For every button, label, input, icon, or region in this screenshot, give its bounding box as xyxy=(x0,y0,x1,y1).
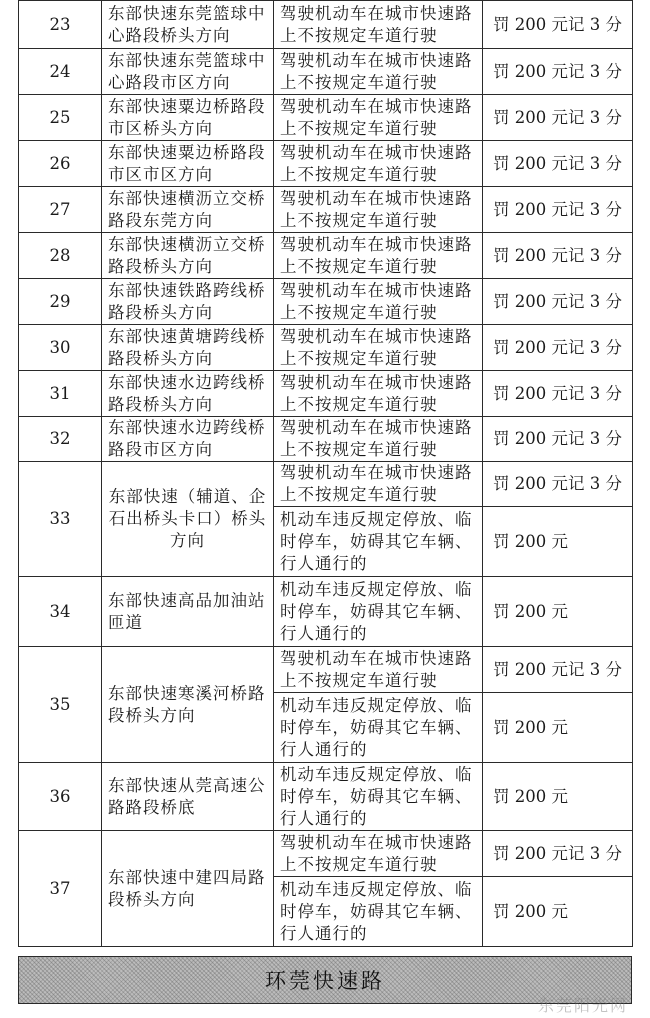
table-row xyxy=(19,647,633,693)
violation-table xyxy=(18,0,633,947)
violation-cell: 驾驶机动车在城市快速路上不按规定车道行驶 xyxy=(274,325,483,371)
row-number: 37 xyxy=(19,831,102,947)
violation-cell: 驾驶机动车在城市快速路上不按规定车道行驶 xyxy=(274,831,483,877)
row-number: 29 xyxy=(19,279,102,325)
watermark: 东莞阳光网 xyxy=(537,996,628,1015)
row-number: 26 xyxy=(19,141,102,187)
violation-cell: 驾驶机动车在城市快速路上不按规定车道行驶 xyxy=(274,1,483,49)
row-number: 32 xyxy=(19,417,102,462)
table-body xyxy=(19,1,633,947)
table-row xyxy=(19,371,633,417)
table-row xyxy=(19,831,633,877)
penalty-cell: 罚 200 元记 3 分 xyxy=(483,187,633,233)
penalty-cell: 罚 200 元记 3 分 xyxy=(483,647,633,693)
table-row xyxy=(19,462,633,507)
location-cell: 东部快速高品加油站匝道 xyxy=(102,577,274,647)
row-number: 27 xyxy=(19,187,102,233)
penalty-cell: 罚 200 元 xyxy=(483,763,633,831)
row-number: 35 xyxy=(19,647,102,763)
row-number: 31 xyxy=(19,371,102,417)
violation-cell: 机动车违反规定停放、临时停车，妨碍其它车辆、行人通行的 xyxy=(274,577,483,647)
row-number: 24 xyxy=(19,49,102,95)
violation-cell: 驾驶机动车在城市快速路上不按规定车道行驶 xyxy=(274,462,483,507)
row-number: 33 xyxy=(19,462,102,577)
penalty-cell: 罚 200 元记 3 分 xyxy=(483,49,633,95)
penalty-cell: 罚 200 元 xyxy=(483,507,633,577)
row-number: 30 xyxy=(19,325,102,371)
table-row xyxy=(19,325,633,371)
table-row xyxy=(19,279,633,325)
location-cell: 东部快速中建四局路段桥头方向 xyxy=(102,831,274,947)
location-cell: 东部快速东莞篮球中心路段市区方向 xyxy=(102,49,274,95)
row-number: 34 xyxy=(19,577,102,647)
row-number: 28 xyxy=(19,233,102,279)
penalty-cell: 罚 200 元 xyxy=(483,877,633,947)
location-cell: 东部快速黄塘跨线桥路段桥头方向 xyxy=(102,325,274,371)
location-cell: 东部快速东莞篮球中心路段桥头方向 xyxy=(102,1,274,49)
violation-cell: 驾驶机动车在城市快速路上不按规定车道行驶 xyxy=(274,95,483,141)
penalty-cell: 罚 200 元 xyxy=(483,693,633,763)
penalty-cell: 罚 200 元记 3 分 xyxy=(483,95,633,141)
location-cell: 东部快速寒溪河桥路段桥头方向 xyxy=(102,647,274,763)
penalty-cell: 罚 200 元记 3 分 xyxy=(483,371,633,417)
penalty-cell: 罚 200 元记 3 分 xyxy=(483,279,633,325)
penalty-cell: 罚 200 元记 3 分 xyxy=(483,1,633,49)
location-cell: 东部快速横沥立交桥路段桥头方向 xyxy=(102,233,274,279)
table-row xyxy=(19,417,633,462)
location-cell: 东部快速水边跨线桥路段桥头方向 xyxy=(102,371,274,417)
violation-cell: 机动车违反规定停放、临时停车，妨碍其它车辆、行人通行的 xyxy=(274,693,483,763)
penalty-cell: 罚 200 元 xyxy=(483,577,633,647)
violation-cell: 机动车违反规定停放、临时停车，妨碍其它车辆、行人通行的 xyxy=(274,507,483,577)
location-cell: 东部快速从莞高速公路路段桥底 xyxy=(102,763,274,831)
violation-cell: 驾驶机动车在城市快速路上不按规定车道行驶 xyxy=(274,187,483,233)
table-row xyxy=(19,763,633,831)
table-row xyxy=(19,233,633,279)
table-row xyxy=(19,141,633,187)
location-cell: 东部快速（辅道、企石出桥头卡口）桥头方向 xyxy=(102,462,274,577)
penalty-cell: 罚 200 元记 3 分 xyxy=(483,417,633,462)
violation-cell: 驾驶机动车在城市快速路上不按规定车道行驶 xyxy=(274,49,483,95)
location-cell: 东部快速横沥立交桥路段东莞方向 xyxy=(102,187,274,233)
table-row xyxy=(19,577,633,647)
row-number: 23 xyxy=(19,1,102,49)
location-cell: 东部快速水边跨线桥路段市区方向 xyxy=(102,417,274,462)
violation-cell: 机动车违反规定停放、临时停车，妨碍其它车辆、行人通行的 xyxy=(274,763,483,831)
violation-cell: 机动车违反规定停放、临时停车，妨碍其它车辆、行人通行的 xyxy=(274,877,483,947)
section-title: 环莞快速路 xyxy=(265,969,385,993)
violation-cell: 驾驶机动车在城市快速路上不按规定车道行驶 xyxy=(274,279,483,325)
row-number: 36 xyxy=(19,763,102,831)
penalty-cell: 罚 200 元记 3 分 xyxy=(483,462,633,507)
penalty-cell: 罚 200 元记 3 分 xyxy=(483,831,633,877)
location-cell: 东部快速铁路跨线桥路段桥头方向 xyxy=(102,279,274,325)
table-row xyxy=(19,49,633,95)
violation-cell: 驾驶机动车在城市快速路上不按规定车道行驶 xyxy=(274,371,483,417)
violation-cell: 驾驶机动车在城市快速路上不按规定车道行驶 xyxy=(274,417,483,462)
violation-cell: 驾驶机动车在城市快速路上不按规定车道行驶 xyxy=(274,233,483,279)
location-cell: 东部快速粟边桥路段市区桥头方向 xyxy=(102,95,274,141)
table-row xyxy=(19,95,633,141)
location-cell: 东部快速粟边桥路段市区市区方向 xyxy=(102,141,274,187)
table-row xyxy=(19,1,633,49)
violation-cell: 驾驶机动车在城市快速路上不按规定车道行驶 xyxy=(274,141,483,187)
table-row xyxy=(19,187,633,233)
penalty-cell: 罚 200 元记 3 分 xyxy=(483,233,633,279)
violation-cell: 驾驶机动车在城市快速路上不按规定车道行驶 xyxy=(274,647,483,693)
penalty-cell: 罚 200 元记 3 分 xyxy=(483,325,633,371)
row-number: 25 xyxy=(19,95,102,141)
penalty-cell: 罚 200 元记 3 分 xyxy=(483,141,633,187)
